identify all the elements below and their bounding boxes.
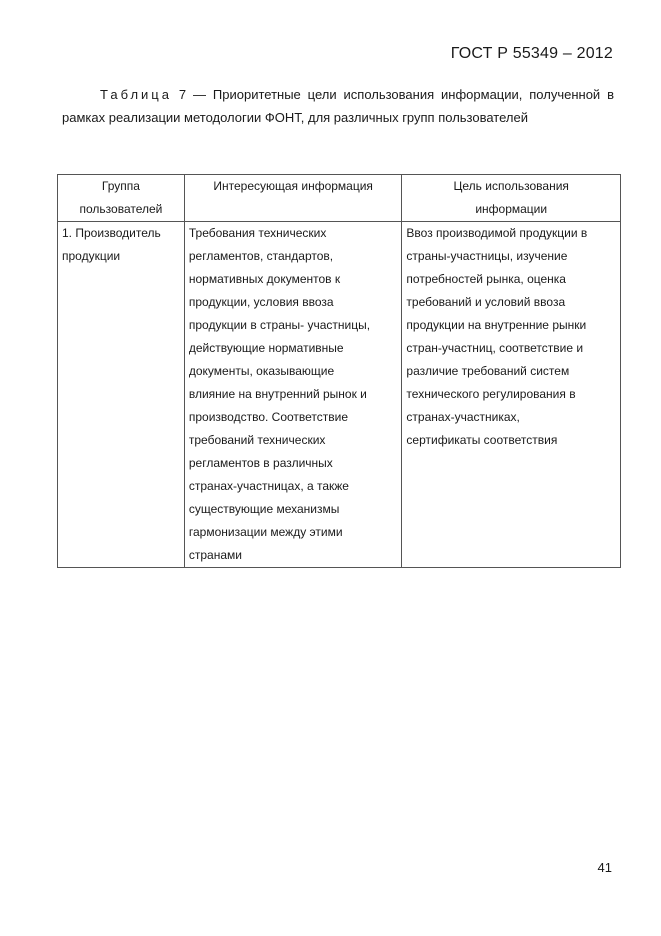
cell-information: Требования технических регламентов, стандартов, нормативных документов к продукции, условия ввоза продукции в страны- участницы, действующие нормативные документы, оказывающие влияние на внутренний рынок и производство. Соответствие требований технических регламентов в различных странах-участницах, а также существующие механизмы гармонизации между этими странами bbox=[184, 222, 402, 568]
caption-table-word: Таблица bbox=[100, 87, 172, 102]
table-caption bbox=[62, 83, 614, 129]
column-header-user-group: Группа пользователей bbox=[58, 175, 185, 222]
table-row bbox=[58, 222, 621, 568]
document-standard-number: ГОСТ Р 55349 – 2012 bbox=[450, 45, 613, 62]
column-header-purpose: Цель использования информации bbox=[402, 175, 621, 222]
page-number: 41 bbox=[597, 860, 612, 875]
table-header-row bbox=[58, 175, 621, 222]
cell-purpose: Ввоз производимой продукции в страны-участницы, изучение потребностей рынка, оценка требований и условий ввоза продукции на внутренние рынки стран-участниц, соответствие и различие требований систем технического регулирования в странах-участниках, сертификаты соответствия bbox=[402, 222, 621, 568]
column-header-information: Интересующая информация bbox=[184, 175, 402, 222]
cell-user-group: 1. Производитель продукции bbox=[58, 222, 185, 568]
priority-goals-table bbox=[57, 174, 621, 568]
caption-text: 7 — Приоритетные цели использования информации, полученной в рамках реализации методологии ФОНТ, для различных групп пользователей bbox=[62, 87, 614, 125]
